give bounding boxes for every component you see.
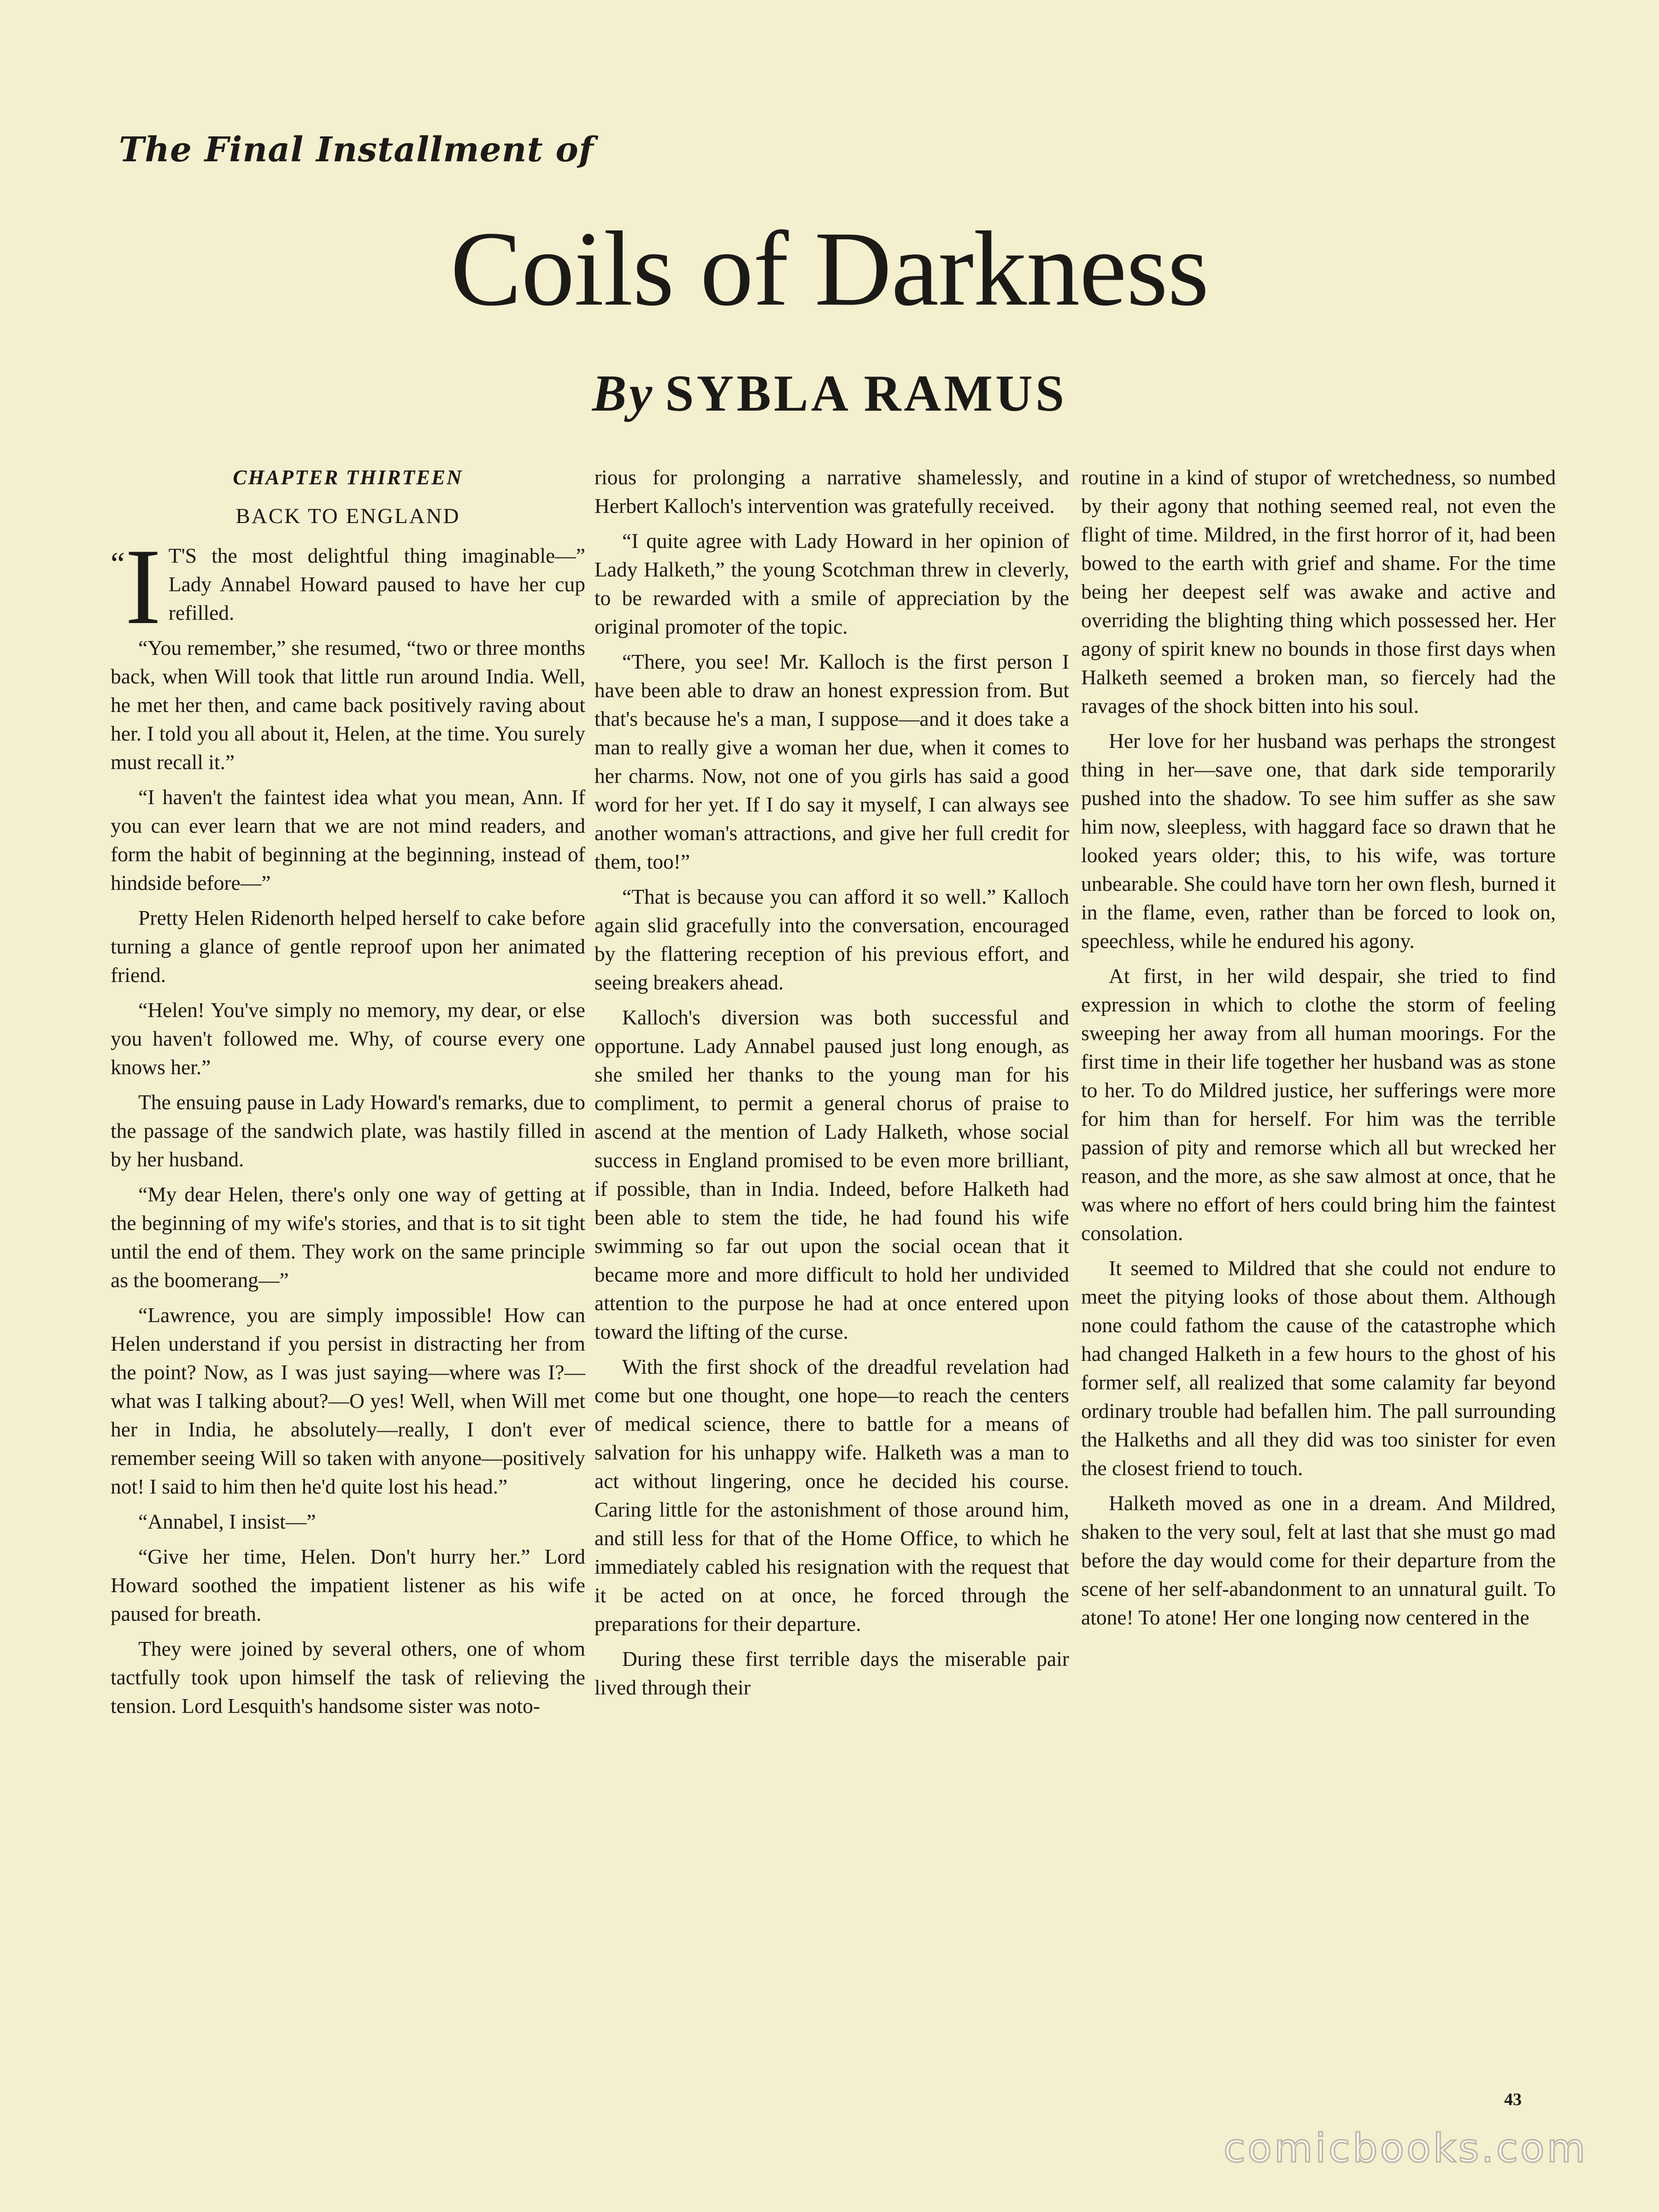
paragraph: The ensuing pause in Lady Howard's remarks, due to the passage of the sandwich plate, was hastily filled in by her husband. (111, 1090, 585, 1171)
opening-paragraph-text: T'S the most delightful thing imaginable—” Lady Annabel Howard paused to have her cup refilled. (168, 544, 585, 624)
continued-paragraph: routine in a kind of stupor of wretchedness, so numbed by their agony that nothing seemed real, not even the flight of time. Mildred, in the first horror of it, had been bowed to the earth with grief and shame. For the time being her deepest self was awake and active and overriding the blighting thing which possessed her. Her agony of spirit knew no bounds in those first days when Halketh seemed a broken man, so fiercely had the ravages of the shock bitten into his soul. (1081, 465, 1556, 718)
text-column-3 (1081, 463, 1556, 1638)
chapter-number: CHAPTER THIRTEEN (233, 466, 463, 489)
chapter-title: BACK TO ENGLAND (235, 504, 460, 528)
paragraph: “Helen! You've simply no memory, my dear, or else you haven't followed me. Why, of course every one knows her.” (111, 998, 585, 1079)
story-kicker: The Final Installment of (119, 130, 594, 170)
author-name: SYBLA RAMUS (665, 365, 1067, 422)
drop-cap (111, 527, 161, 647)
paragraph: “Give her time, Helen. Don't hurry her.” Lord Howard soothed the impatient listener as his wife paused for breath. (111, 1545, 585, 1625)
paragraph: At first, in her wild despair, she tried to find expression in which to clothe the storm of feeling sweeping her away from all human moorings. For the first time in their life together her husband was as stone to her. To do Mildred justice, her sufferings were more for him than for herself. For him was the terrible passion of pity and remorse which all but wrecked her reason, and the more, as she saw almost at once, that he was where no effort of hers could bring him the faintest consolation. (1081, 964, 1556, 1245)
paragraph: “I quite agree with Lady Howard in her opinion of Lady Halketh,” the young Scotchman threw in cleverly, to be rewarded with a smile of appreciation by the original promoter of the topic. (594, 529, 1069, 638)
paragraph: Her love for her husband was perhaps the strongest thing in her—save one, that dark side temporarily pushed into the shadow. To see him suffer as she saw him now, sleepless, with haggard face so drawn that he looked years older; this, to his wife, was torture unbearable. She could have torn her own flesh, burned it in the flame, even, rather than be forced to look on, speechless, while he endured his agony. (1081, 729, 1556, 953)
paragraph: Pretty Helen Ridenorth helped herself to cake before turning a glance of gentle reproof upon her animated friend. (111, 906, 585, 987)
paragraph: “I haven't the faintest idea what you mean, Ann. If you can ever learn that we are not mind readers, and form the habit of beginning at the beginning, instead of hindside before—” (111, 785, 585, 894)
paragraph: Halketh moved as one in a dream. And Mildred, shaken to the very soul, felt at last that she must go mad before the day would come for their departure from the scene of her self-abandonment to an unnatural guilt. To atone! To atone! Her one longing now centered in the (1081, 1491, 1556, 1629)
text-column-2 (594, 463, 1069, 1708)
paragraph: With the first shock of the dreadful revelation had come but one thought, one hope—to reach the centers of medical science, there to battle for a means of salvation for his unhappy wife. Halketh was a man to act without lingering, once he decided his course. Caring little for the astonishment of those around him, and still less for that of the Home Office, to which he immediately cabled his resignation with the request that it be acted on at once, he forced through the preparations for their departure. (594, 1355, 1069, 1635)
text-column-1 (111, 463, 585, 1727)
byline-prefix: By (592, 365, 655, 422)
paragraph: “Annabel, I insist—” (138, 1510, 316, 1533)
paragraph: They were joined by several others, one of whom tactfully took upon himself the task of relieving the tension. Lord Lesquith's handsome sister was noto- (111, 1637, 585, 1718)
paragraph: “My dear Helen, there's only one way of getting at the beginning of my wife's stories, and that is to sit tight until the end of them. They work on the same principle as the boomerang—” (111, 1182, 585, 1292)
paragraph: It seemed to Mildred that she could not endure to meet the pitying looks of those about them. Although none could fathom the cause of the catastrophe which had changed Halketh in a few hours to the ghost of his former self, all realized that some calamity far beyond ordinary trouble had befallen him. The pall surrounding the Halkeths and all they did was too sinister for even the closest friend to touch. (1081, 1256, 1556, 1480)
continued-paragraph: rious for prolonging a narrative shamelessly, and Herbert Kalloch's intervention was gratefully received. (594, 465, 1069, 518)
drop-cap-quote: “ (111, 546, 125, 582)
site-watermark: comicbooks.com (1224, 2125, 1588, 2171)
opening-paragraph (111, 527, 585, 647)
story-title: Coils of Darkness (450, 210, 1209, 328)
paragraph: “Lawrence, you are simply impossible! How can Helen understand if you persist in distracting her from the point? Now, as I was just saying—where was I?—what was I talking about?—O yes! Well, when Will met her in India, he absolutely—really, I don't ever remember seeing Will so taken with anyone—positively not! I said to him then he'd quite lost his head.” (111, 1303, 585, 1498)
paragraph: “That is because you can afford it so well.” Kalloch again slid gracefully into the conversation, encouraged by the flattering reception of his previous effort, and seeing breakers ahead. (594, 885, 1069, 994)
byline (0, 365, 1659, 422)
page-number: 43 (1504, 2090, 1522, 2109)
paragraph: Kalloch's diversion was both successful and opportune. Lady Annabel paused just long enough, as she smiled her thanks to the young man for his compliment, to permit a general chorus of praise to ascend at the mention of Lady Halketh, whose social success in England promised to be even more brilliant, if possible, than in India. Indeed, before Halketh had been able to stem the tide, he had found his wife swimming so far out upon the social ocean that it became more and more difficult to hold her undivided attention to the purpose he had at once entered upon toward the lifting of the curse. (594, 1006, 1069, 1343)
paragraph: “You remember,” she resumed, “two or three months back, when Will took that little run around India. Well, he met her then, and came back positively raving about her. I told you all about it, Helen, at the time. You surely must recall it.” (111, 636, 585, 774)
paragraph: During these first terrible days the miserable pair lived through their (594, 1647, 1069, 1699)
drop-cap-letter: I (125, 527, 161, 647)
paragraph: “There, you see! Mr. Kalloch is the first person I have been able to draw an honest expression from. But that's because he's a man, I suppose—and it does take a man to really give a woman her due, when it comes to her charms. Now, not one of you girls has said a good word for her yet. If I do say it myself, I can always see another woman's attractions, and give her full credit for them, too!” (594, 650, 1069, 873)
